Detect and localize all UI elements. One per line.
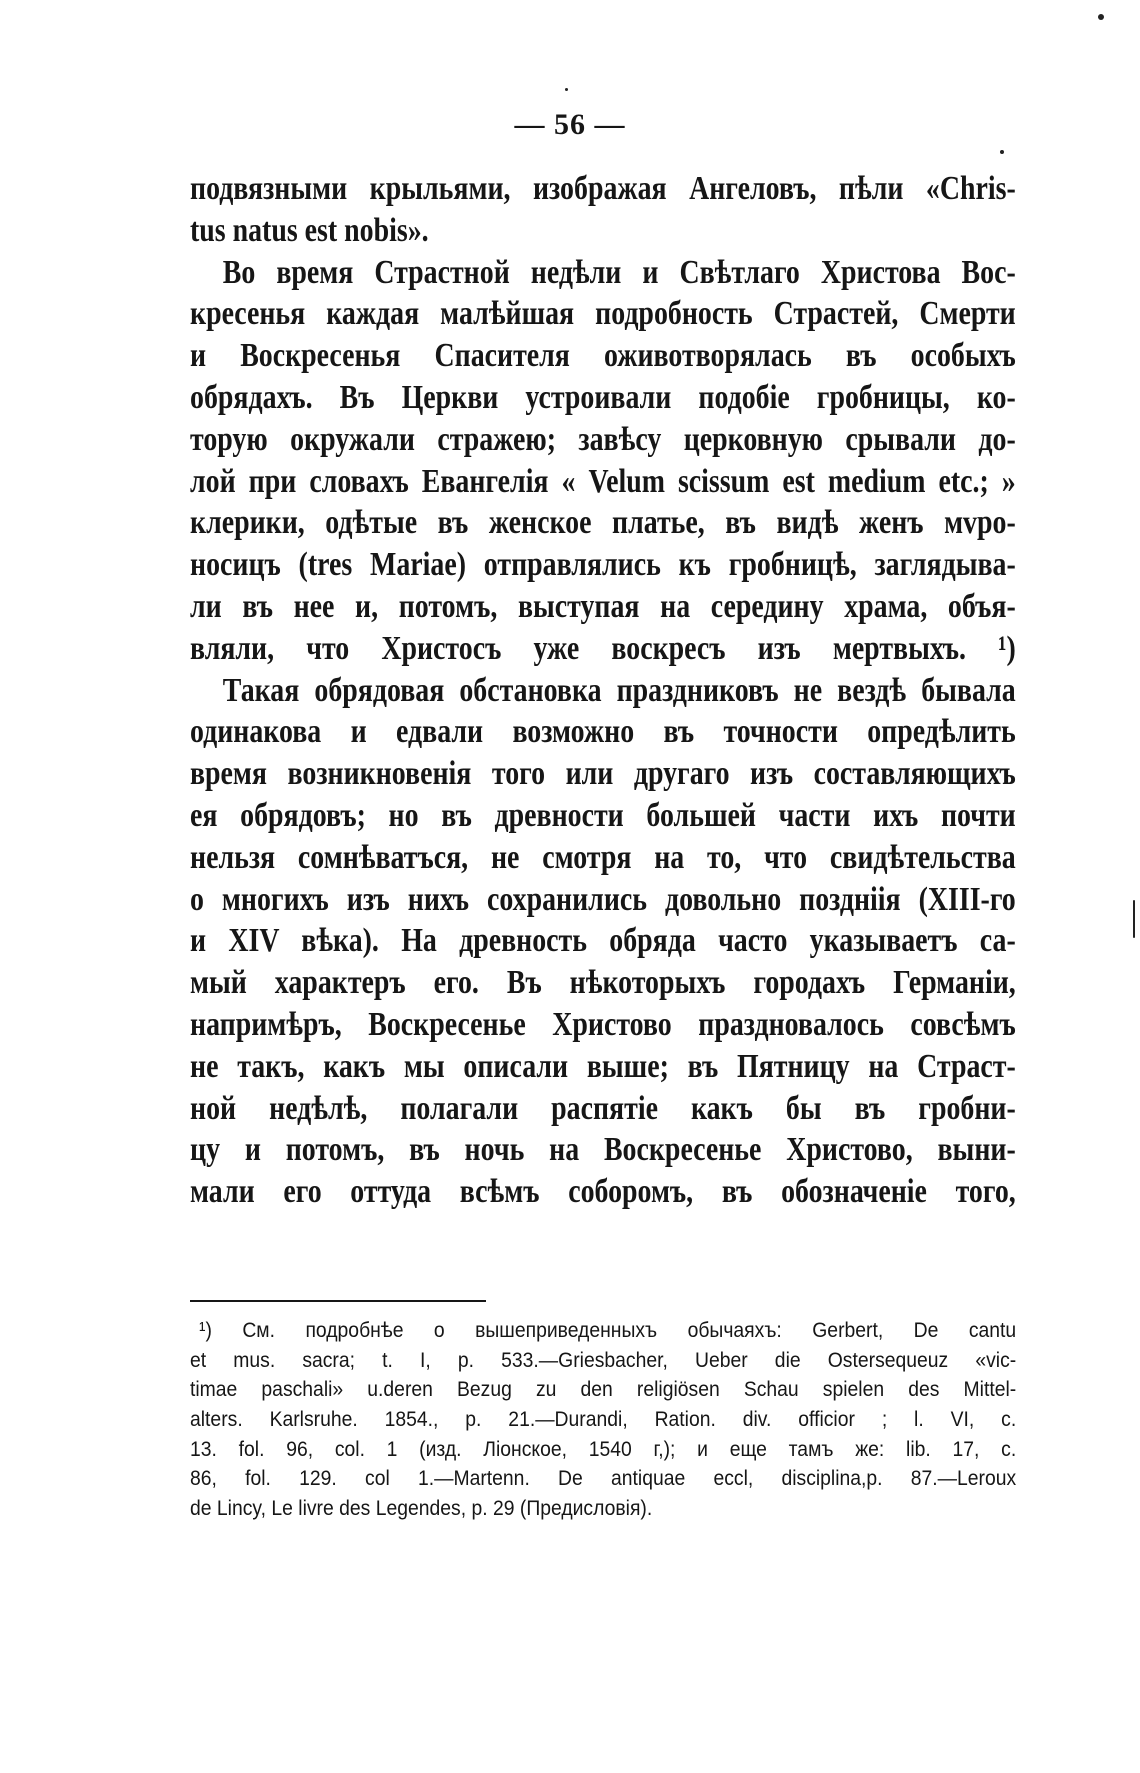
- text-line: цу и потомъ, въ ночь на Воскресенье Христово, выни-: [190, 1131, 1016, 1169]
- text-line: носицъ (tres Mariae) отправлялись къ гробницѣ, заглядыва-: [190, 546, 1016, 584]
- text-line: торую окружали стражею; завѣсу церковную срывали до-: [190, 420, 1016, 458]
- text-line: не такъ, какъ мы описали выше; въ Пятницу на Страст-: [190, 1047, 1016, 1085]
- text-line: ли въ нее и, потомъ, выступая на середину храма, объя-: [190, 587, 1016, 625]
- text-line: ной недѣлѣ, полагали распятіе какъ бы въ гробни-: [190, 1089, 1016, 1127]
- text-line: кресенья каждая малѣйшая подробность Страстей, Смерти: [190, 295, 1016, 333]
- text-line: лой при словахъ Евангелія « Velum scissum est medium etc.; »: [190, 462, 1016, 500]
- scan-speck: [1000, 150, 1004, 154]
- text-line: и XIV вѣка). На древность обряда часто указываетъ са-: [190, 922, 1016, 960]
- text-line: обрядахъ. Въ Церкви устроивали подобіе гробницы, ко-: [190, 378, 1016, 416]
- text-line: подвязными крыльями, изображая Ангеловъ, пѣли «Chris-: [190, 170, 1016, 207]
- footnote-line: et mus. sacra; t. I, p. 533.—Griesbacher, Ueber die Ostersequeuz «vic-: [190, 1347, 1017, 1372]
- footnote-line: de Lincy, Le livre des Legendes, p. 29 (Предисловія).: [190, 1496, 653, 1521]
- main-text: [190, 168, 1016, 1213]
- scan-speck: [1133, 900, 1135, 938]
- text-line: напримѣръ, Воскресенье Христово праздновалось совсѣмъ: [190, 1005, 1016, 1043]
- text-line: мали его оттуда всѣмъ соборомъ, въ обозначеніе того,: [190, 1173, 1016, 1211]
- footnote-line: ¹) См. подробнѣе о вышеприведенныхъ обычаяхъ: Gerbert, De cantu: [199, 1318, 1017, 1342]
- footnote-line: alters. Karlsruhe. 1854., p. 21.—Durandi, Ration. div. officior ; l. VI, c.: [190, 1407, 1017, 1432]
- text-line: ея обрядовъ; но въ древности большей части ихъ почти: [190, 796, 1016, 834]
- text-line: мый характеръ его. Въ нѣкоторыхъ городахъ Германіи,: [190, 964, 1016, 1002]
- footnote-line: 86, fol. 129. col 1.—Martenn. De antiquae eccl, disciplina,p. 87.—Leroux: [190, 1466, 1017, 1491]
- scan-speck: [565, 88, 568, 91]
- footnotes: [190, 1316, 1016, 1524]
- text-line: о многихъ изъ нихъ сохранились довольно поздніія (XIII-го: [190, 880, 1016, 918]
- footnote-divider: [190, 1300, 486, 1302]
- text-line: Во время Страстной недѣли и Свѣтлаго Христова Вос-: [222, 253, 1016, 291]
- text-line: одинакова и едвали возможно въ точности опредѣлить: [190, 713, 1016, 751]
- scan-speck: [1098, 14, 1104, 20]
- footnote-line: 13. fol. 96, col. 1 (изд. Ліонское, 1540 г,); и еще тамъ же: lib. 17, c.: [190, 1436, 1017, 1461]
- text-line: время возникновенія того или другаго изъ составляющихъ: [190, 755, 1016, 793]
- text-line: Такая обрядовая обстановка праздниковъ не вездѣ бывала: [222, 671, 1016, 709]
- text-line: вляли, что Христосъ уже воскресъ изъ мертвыхъ. ¹): [190, 629, 1016, 667]
- footnote-line: timae paschali» u.deren Bezug zu den religiösen Schau spielen des Mittel-: [190, 1377, 1017, 1402]
- text-line: tus natus est nobis».: [190, 211, 429, 249]
- text-line: и Воскресенья Спасителя оживотворялась въ особыхъ: [190, 337, 1016, 375]
- text-line: нельзя сомнѣватъся, не смотря на то, что свидѣтельства: [190, 838, 1016, 876]
- page-number: — 56 —: [514, 108, 626, 141]
- text-line: клерики, одѣтые въ женское платье, въ видѣ женъ мvро-: [190, 504, 1016, 542]
